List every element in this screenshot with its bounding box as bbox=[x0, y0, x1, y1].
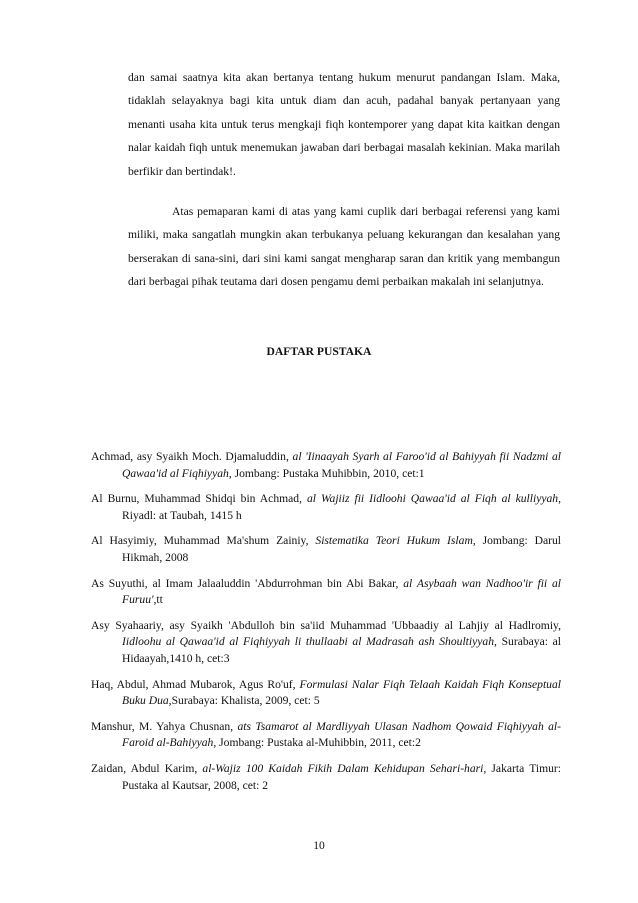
reference-publication: Surabaya: al Hidaayah,1410 h, cet:3 bbox=[122, 635, 561, 665]
reference-author: Zaidan, Abdul Karim, bbox=[91, 761, 203, 775]
reference-publication: , Jombang: Pustaka Muhibbin, 2010, cet:1 bbox=[228, 466, 425, 480]
reference-title: al Asybaah wan Nadhoo'ir fii al Furuu', bbox=[122, 576, 561, 607]
reference-title: al-Wajiz 100 Kaidah Fikih Dalam Kehidupan Sehari-hari, bbox=[202, 761, 487, 775]
reference-title: al 'Iinaayah Syarh al Faroo'id al Bahiyyah fii Nadzmi al Qawaa'id al Fiqhiyyah bbox=[122, 450, 561, 480]
section-heading-daftar-pustaka: DAFTAR PUSTAKA bbox=[266, 345, 372, 358]
reference-publication: tt bbox=[156, 593, 163, 607]
reference-author: As Suyuthi, al Imam Jalaaluddin 'Abdurrohman bin Abi Bakar, bbox=[91, 576, 404, 590]
reference-author: Manshur, M. Yahya Chusnan, bbox=[91, 719, 238, 733]
reference-publication: Jakarta Timur: Pustaka al Kautsar, 2008, cet: 2 bbox=[122, 761, 561, 792]
reference-author: Al Hasyimiy, Muhammad Ma'shum Zainiy, bbox=[91, 534, 316, 548]
reference-publication: Jombang: Darul Hikmah, 2008 bbox=[122, 534, 562, 564]
reference-title: Iidloohu al Qawaa'id al Fiqhiyyah li thullaabi al Madrasah ash Shoultiyyah, bbox=[122, 635, 497, 649]
reference-entry bbox=[91, 761, 561, 794]
reference-author: Haq, Abdul, Ahmad Mubarok, Agus Ro'uf, bbox=[91, 677, 300, 691]
reference-author: Al Burnu, Muhammad Shidqi bin Achmad, bbox=[91, 492, 307, 506]
body-paragraph-2: Atas pemaparan kami di atas yang kami cuplik dari berbagai referensi yang kami miliki, maka sangatlah mungkin akan terbukanya peluang kekurangan dan kesalahan yang berserakan di sana-sini, dari sini kami sangat mengharap saran dan kritik yang membangun dari berbagai pihak teutama dari dosen pengamu demi perbaikan makalah ini selanjutnya. bbox=[128, 205, 560, 289]
reference-author: Achmad, asy Syaikh Moch. Djamaluddin, bbox=[91, 450, 293, 463]
reference-entry bbox=[91, 449, 561, 482]
reference-entry bbox=[91, 576, 561, 609]
body-paragraph-1: dan samai saatnya kita akan bertanya tentang hukum menurut pandangan Islam. Maka, tidaklah selayaknya bagi kita untuk diam dan acuh, padahal banyak pertanyaan yang menanti usaha kita untuk terus mengkaji fiqh kontemporer yang dapat kita kaitkan dengan nalar kaidah fiqh untuk menemukan jawaban dari berbagai masalah kekinian. Maka marilah berfikir dan bertindak!. bbox=[128, 71, 560, 178]
reference-publication: Surabaya: Khalista, 2009, cet: 5 bbox=[171, 694, 320, 708]
reference-author: Asy Syahaariy, asy Syaikh 'Abdulloh bin sa'iid Muhammad 'Ubbaadiy al Lahjiy al Hadlromiy, bbox=[91, 618, 561, 632]
reference-entry bbox=[91, 618, 561, 668]
reference-list bbox=[91, 449, 561, 803]
reference-publication: , Riyadl: at Taubah, 1415 h bbox=[122, 492, 561, 522]
page-number: 10 bbox=[313, 839, 325, 852]
reference-title: Sistematika Teori Hukum Islam, bbox=[315, 534, 476, 548]
reference-entry bbox=[91, 677, 561, 710]
reference-title: ats Tsamarot al Mardliyyah Ulasan Nadhom Qowaid Fiqhiyyah al-Faroid al-Bahiyyah, bbox=[122, 719, 561, 750]
reference-publication: Jombang: Pustaka al-Muhibbin, 2011, cet:2 bbox=[216, 736, 421, 750]
reference-title: al Wajiiz fii Iidloohi Qawaa'id al Fiqh al kulliyyah bbox=[306, 492, 559, 506]
reference-title: Formulasi Nalar Fiqh Telaah Kaidah Fiqh Konseptual Buku Dua, bbox=[122, 677, 561, 708]
reference-entry bbox=[91, 533, 561, 566]
reference-entry bbox=[91, 491, 561, 524]
reference-entry bbox=[91, 719, 561, 752]
